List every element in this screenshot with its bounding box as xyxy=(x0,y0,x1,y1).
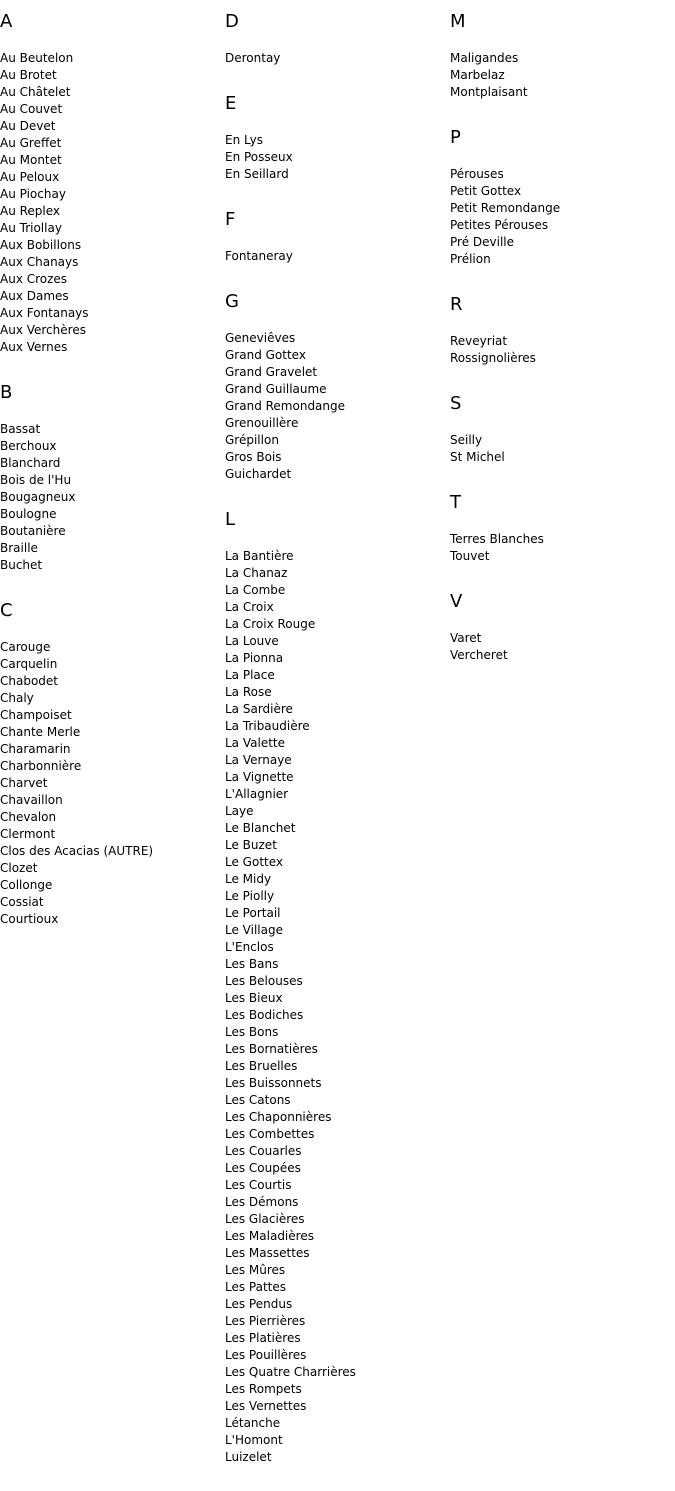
name-list xyxy=(225,50,450,67)
list-item[interactable]: Les Massettes xyxy=(225,1246,310,1260)
letter-heading: B xyxy=(0,382,13,403)
letter-heading: A xyxy=(0,11,13,32)
list-item[interactable]: La Vignette xyxy=(225,770,294,784)
name-list xyxy=(450,432,675,466)
list-item[interactable]: Varet xyxy=(450,631,482,645)
list-item[interactable]: Boulogne xyxy=(0,507,57,521)
list-item[interactable]: Les Platières xyxy=(225,1331,301,1345)
list-item[interactable]: La Bantière xyxy=(225,549,294,563)
list-item[interactable]: Vercheret xyxy=(450,648,508,662)
letter-heading: R xyxy=(450,294,463,315)
name-list xyxy=(225,132,450,183)
letter-section xyxy=(0,599,225,928)
letter-heading: L xyxy=(225,509,236,530)
list-item[interactable]: Au Greffet xyxy=(0,136,62,150)
list-item[interactable]: Clozet xyxy=(0,861,38,875)
list-item[interactable]: En Lys xyxy=(225,133,263,147)
list-item[interactable]: Chante Merle xyxy=(0,725,81,739)
name-list xyxy=(225,330,450,483)
list-item[interactable]: Les Bodiches xyxy=(225,1008,304,1022)
list-item[interactable]: Les Pouillères xyxy=(225,1348,307,1362)
list-item[interactable]: Les Bans xyxy=(225,957,279,971)
list-item[interactable]: Aux Chanays xyxy=(0,255,79,269)
name-list xyxy=(0,639,225,928)
list-item[interactable]: La Place xyxy=(225,668,275,682)
list-item[interactable]: Les Vernettes xyxy=(225,1399,307,1413)
letter-heading: V xyxy=(450,591,463,612)
list-item[interactable]: La Croix xyxy=(225,600,274,614)
column-1 xyxy=(0,0,225,953)
list-item[interactable]: Les Démons xyxy=(225,1195,299,1209)
list-item[interactable]: Terres Blanches xyxy=(450,532,544,546)
list-item[interactable]: Buchet xyxy=(0,558,43,572)
list-item[interactable]: Les Coupées xyxy=(225,1161,301,1175)
list-item[interactable]: Charamarin xyxy=(0,742,71,756)
list-item[interactable]: Aux Verchères xyxy=(0,323,86,337)
list-item[interactable]: Le Midy xyxy=(225,872,272,886)
list-item[interactable]: St Michel xyxy=(450,450,505,464)
letter-heading: E xyxy=(225,93,237,114)
letter-heading: M xyxy=(450,11,466,32)
list-item[interactable]: Fontaneray xyxy=(225,249,293,263)
list-item[interactable]: Prélion xyxy=(450,252,491,266)
list-item[interactable]: Aux Bobillons xyxy=(0,238,82,252)
letter-heading: G xyxy=(225,291,239,312)
list-item[interactable]: Les Combettes xyxy=(225,1127,315,1141)
name-list xyxy=(450,166,675,268)
letter-heading: P xyxy=(450,127,461,148)
list-item[interactable]: Rossignolières xyxy=(450,351,536,365)
list-item[interactable]: Bois de l'Hu xyxy=(0,473,72,487)
list-item[interactable]: Au Brotet xyxy=(0,68,57,82)
list-item[interactable]: Au Beutelon xyxy=(0,51,74,65)
name-list xyxy=(450,630,675,664)
list-item[interactable]: La Sardière xyxy=(225,702,293,716)
list-item[interactable]: L'Enclos xyxy=(225,940,274,954)
list-item[interactable]: Grand Gottex xyxy=(225,348,306,362)
letter-section xyxy=(450,392,675,466)
list-item[interactable]: Les Belouses xyxy=(225,974,303,988)
list-item[interactable]: La Louve xyxy=(225,634,279,648)
list-item[interactable]: Chaly xyxy=(0,691,34,705)
letter-section xyxy=(0,10,225,356)
letter-section xyxy=(225,10,450,67)
name-list xyxy=(450,333,675,367)
list-item[interactable]: La Croix Rouge xyxy=(225,617,316,631)
list-item[interactable]: Les Bons xyxy=(225,1025,279,1039)
list-item[interactable]: Au Devet xyxy=(0,119,56,133)
list-item[interactable]: En Seillard xyxy=(225,167,289,181)
list-item[interactable]: Les Buissonnets xyxy=(225,1076,322,1090)
list-item[interactable]: En Posseux xyxy=(225,150,293,164)
letter-section xyxy=(450,491,675,565)
list-item[interactable]: Guichardet xyxy=(225,467,292,481)
list-item[interactable]: Petit Gottex xyxy=(450,184,522,198)
list-item[interactable]: Les Bieux xyxy=(225,991,283,1005)
list-item[interactable]: Aux Fontanays xyxy=(0,306,89,320)
list-item[interactable]: Les Couarles xyxy=(225,1144,302,1158)
list-item[interactable]: Le Portail xyxy=(225,906,281,920)
list-item[interactable]: Braille xyxy=(0,541,38,555)
list-item[interactable]: Au Couvet xyxy=(0,102,63,116)
list-item[interactable]: Cossiat xyxy=(0,895,44,909)
list-item[interactable]: La Tribaudière xyxy=(225,719,310,733)
letter-section xyxy=(450,126,675,268)
letter-section xyxy=(225,92,450,183)
list-item[interactable]: Charvet xyxy=(0,776,48,790)
list-item[interactable]: Carouge xyxy=(0,640,51,654)
list-item[interactable]: Collonge xyxy=(0,878,53,892)
list-item[interactable]: Courtioux xyxy=(0,912,59,926)
list-item[interactable]: Grenouillère xyxy=(225,416,299,430)
list-item[interactable]: L'Allagnier xyxy=(225,787,289,801)
list-item[interactable]: Le Piolly xyxy=(225,889,275,903)
list-item[interactable]: Les Chaponnières xyxy=(225,1110,332,1124)
list-item[interactable]: Derontay xyxy=(225,51,281,65)
list-item[interactable]: Laye xyxy=(225,804,254,818)
list-item[interactable]: Clermont xyxy=(0,827,56,841)
list-item[interactable]: Bougagneux xyxy=(0,490,76,504)
list-item[interactable]: La Pionna xyxy=(225,651,284,665)
list-item[interactable]: Le Blanchet xyxy=(225,821,296,835)
letter-heading: C xyxy=(0,600,13,621)
name-list xyxy=(450,50,675,101)
list-item[interactable]: Les Glacières xyxy=(225,1212,305,1226)
list-item[interactable]: Grand Remondange xyxy=(225,399,346,413)
letter-heading: D xyxy=(225,11,239,32)
list-item[interactable]: Aux Vernes xyxy=(0,340,68,354)
list-item[interactable]: Les Bornatières xyxy=(225,1042,318,1056)
list-item[interactable]: Les Bruelles xyxy=(225,1059,298,1073)
list-item[interactable]: Aux Dames xyxy=(0,289,69,303)
list-item[interactable]: Boutanière xyxy=(0,524,66,538)
list-item[interactable]: Clos des Acacias (AUTRE) xyxy=(0,844,154,858)
list-item[interactable]: Champoiset xyxy=(0,708,72,722)
name-list xyxy=(0,421,225,574)
list-item[interactable]: Grand Guillaume xyxy=(225,382,327,396)
list-item[interactable]: Létanche xyxy=(225,1416,281,1430)
list-item[interactable]: La Valette xyxy=(225,736,285,750)
list-item[interactable]: Marbelaz xyxy=(450,68,505,82)
column-2 xyxy=(225,0,450,1491)
letter-section xyxy=(225,208,450,265)
list-item[interactable]: Au Peloux xyxy=(0,170,60,184)
letter-section xyxy=(450,590,675,664)
column-3 xyxy=(450,0,675,689)
list-item[interactable]: Au Triollay xyxy=(0,221,62,235)
list-item[interactable]: Pré Deville xyxy=(450,235,515,249)
name-list xyxy=(450,531,675,565)
letter-heading: T xyxy=(450,492,461,513)
list-item[interactable]: L'Homont xyxy=(225,1433,283,1447)
list-item[interactable]: Les Rompets xyxy=(225,1382,302,1396)
list-item[interactable]: Reveyriat xyxy=(450,334,508,348)
list-item[interactable]: Les Pattes xyxy=(225,1280,287,1294)
name-list xyxy=(225,548,450,1466)
list-item[interactable]: Les Maladières xyxy=(225,1229,314,1243)
list-item[interactable]: Seilly xyxy=(450,433,483,447)
list-item[interactable]: Petites Pérouses xyxy=(450,218,549,232)
list-item[interactable]: Gros Bois xyxy=(225,450,282,464)
list-item[interactable]: La Combe xyxy=(225,583,286,597)
list-item[interactable]: Montplaisant xyxy=(450,85,528,99)
list-item[interactable]: Les Mûres xyxy=(225,1263,286,1277)
letter-section xyxy=(450,10,675,101)
list-item[interactable]: Berchoux xyxy=(0,439,57,453)
name-list xyxy=(225,248,450,265)
list-item[interactable]: Les Pierrières xyxy=(225,1314,306,1328)
list-item[interactable]: Charbonnière xyxy=(0,759,82,773)
list-item[interactable]: Les Catons xyxy=(225,1093,291,1107)
list-item[interactable]: Carquelin xyxy=(0,657,58,671)
list-item[interactable]: Le Buzet xyxy=(225,838,277,852)
letter-section xyxy=(450,293,675,367)
list-item[interactable]: Le Gottex xyxy=(225,855,283,869)
list-item[interactable]: La Rose xyxy=(225,685,272,699)
list-item[interactable]: La Chanaz xyxy=(225,566,288,580)
name-list xyxy=(0,50,225,356)
list-item[interactable]: Les Pendus xyxy=(225,1297,293,1311)
list-item[interactable]: Bassat xyxy=(0,422,41,436)
letter-section xyxy=(0,381,225,574)
list-item[interactable]: Chabodet xyxy=(0,674,59,688)
list-item[interactable]: Grépillon xyxy=(225,433,279,447)
list-item[interactable]: Pérouses xyxy=(450,167,504,181)
list-item[interactable]: Maligandes xyxy=(450,51,519,65)
letter-heading: F xyxy=(225,209,236,230)
list-item[interactable]: Blanchard xyxy=(0,456,61,470)
list-item[interactable]: Geneviêves xyxy=(225,331,296,345)
list-item[interactable]: Petit Remondange xyxy=(450,201,561,215)
list-item[interactable]: La Vernaye xyxy=(225,753,292,767)
list-item[interactable]: Chevalon xyxy=(0,810,57,824)
list-item[interactable]: Les Quatre Charrières xyxy=(225,1365,356,1379)
letter-heading: S xyxy=(450,393,462,414)
list-item[interactable]: Grand Gravelet xyxy=(225,365,318,379)
list-item[interactable]: Au Montet xyxy=(0,153,62,167)
list-item[interactable]: Aux Crozes xyxy=(0,272,68,286)
list-item[interactable]: Le Village xyxy=(225,923,283,937)
list-item[interactable]: Luizelet xyxy=(225,1450,272,1464)
letter-section xyxy=(225,508,450,1466)
list-item[interactable]: Au Châtelet xyxy=(0,85,71,99)
list-item[interactable]: Au Replex xyxy=(0,204,61,218)
letter-section xyxy=(225,290,450,483)
list-item[interactable]: Au Piochay xyxy=(0,187,66,201)
list-item[interactable]: Touvet xyxy=(450,549,490,563)
list-item[interactable]: Chavaillon xyxy=(0,793,63,807)
list-item[interactable]: Les Courtis xyxy=(225,1178,292,1192)
